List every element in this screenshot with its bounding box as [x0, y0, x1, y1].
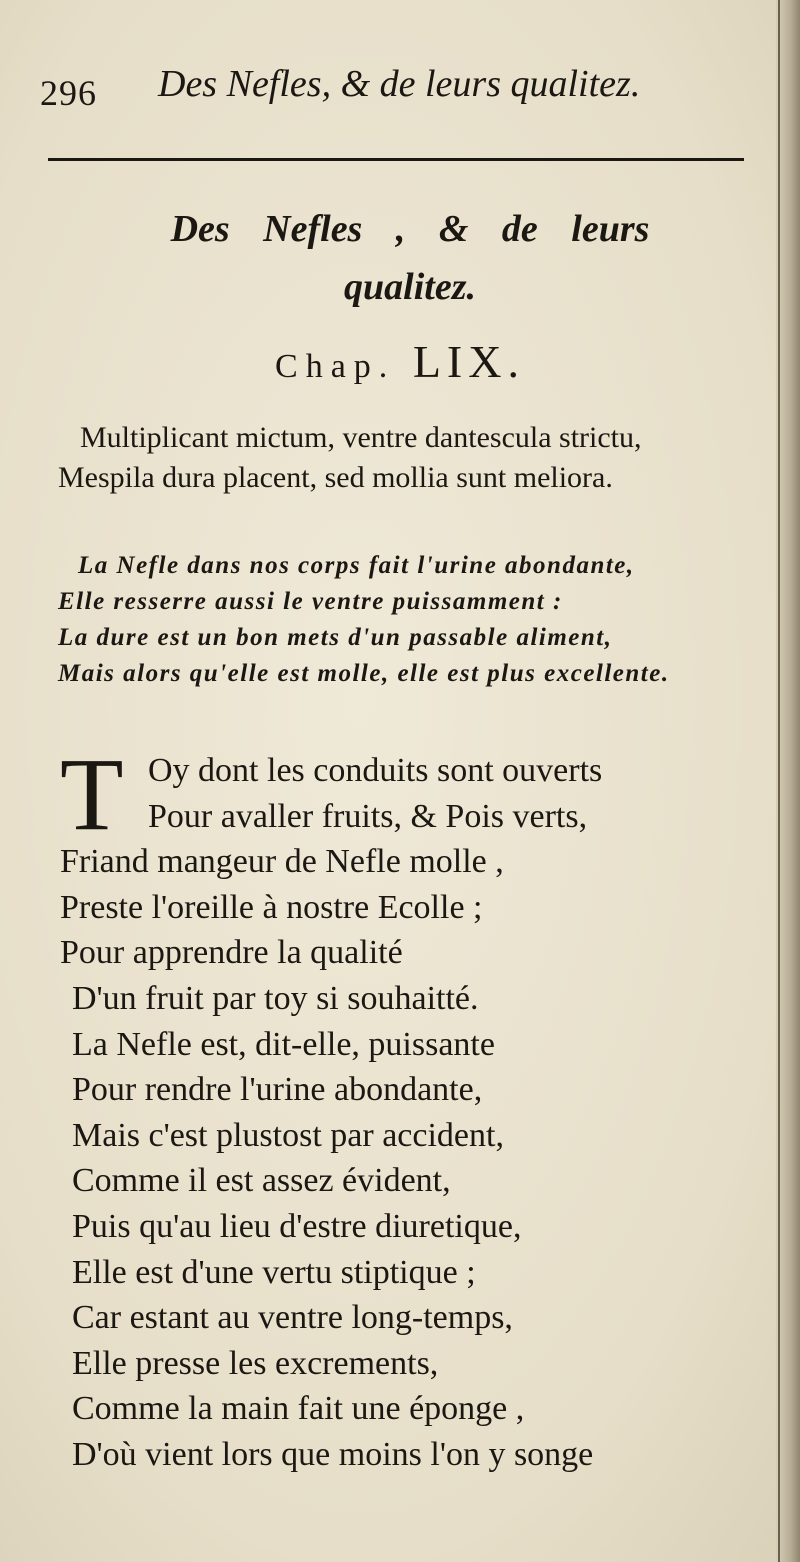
- poem-line: Pour apprendre la qualité: [60, 934, 403, 972]
- poem-line: Elle presse les excrements,: [72, 1344, 439, 1382]
- french-verse: [58, 548, 768, 692]
- drop-cap: T: [60, 737, 124, 852]
- poem-line: Puis qu'au lieu d'estre diuretique,: [72, 1207, 522, 1245]
- page-number: 296: [40, 73, 97, 113]
- poem-line: Car estant au ventre long-temps,: [72, 1299, 513, 1337]
- poem-line: Mais c'est plustost par accident,: [72, 1116, 504, 1154]
- latin-verse: [58, 418, 768, 498]
- latin-line: Multiplicant mictum, ventre dantescula strictu,: [80, 421, 642, 454]
- running-title: Des Nefles, & de leurs qualitez.: [158, 63, 641, 105]
- poem-line: Pour rendre l'urine abondante,: [72, 1071, 483, 1109]
- chapter-roman: LIX.: [412, 336, 525, 387]
- french-verse-line: Mais alors qu'elle est molle, elle est plus excellente.: [58, 660, 670, 687]
- french-verse-line: Elle resserre aussi le ventre puissamment :: [58, 588, 563, 615]
- poem-line: Friand mangeur de Nefle molle ,: [60, 843, 504, 881]
- chapter-prefix: Chap.: [275, 348, 396, 385]
- chapter-title: Des Nefles , & de leurs qualitez.: [170, 208, 650, 308]
- french-verse-line: La dure est un bon mets d'un passable aliment,: [58, 624, 613, 651]
- poem-line: Elle est d'une vertu stiptique ;: [72, 1253, 476, 1291]
- poem-line: Comme il est assez évident,: [72, 1162, 451, 1200]
- chapter-number: [0, 335, 800, 388]
- poem-line: Preste l'oreille à nostre Ecolle ;: [60, 888, 483, 926]
- french-verse-line: La Nefle dans nos corps fait l'urine abondante,: [78, 552, 635, 579]
- poem-line: La Nefle est, dit-elle, puissante: [72, 1025, 495, 1063]
- latin-line: Mespila dura placent, sed mollia sunt meliora.: [58, 461, 613, 494]
- poem-line: D'un fruit par toy si souhaitté.: [72, 979, 479, 1017]
- running-head: [40, 60, 740, 120]
- poem: [60, 737, 750, 1478]
- page-edge-line: [778, 0, 780, 1562]
- poem-line: D'où vient lors que moins l'on y songe: [72, 1435, 594, 1473]
- header-rule: [48, 158, 744, 161]
- poem-line: Comme la main fait une éponge ,: [72, 1390, 525, 1428]
- poem-line: Pour avaller fruits, & Pois verts,: [148, 797, 588, 835]
- poem-line: Oy dont les conduits sont ouverts: [148, 752, 603, 789]
